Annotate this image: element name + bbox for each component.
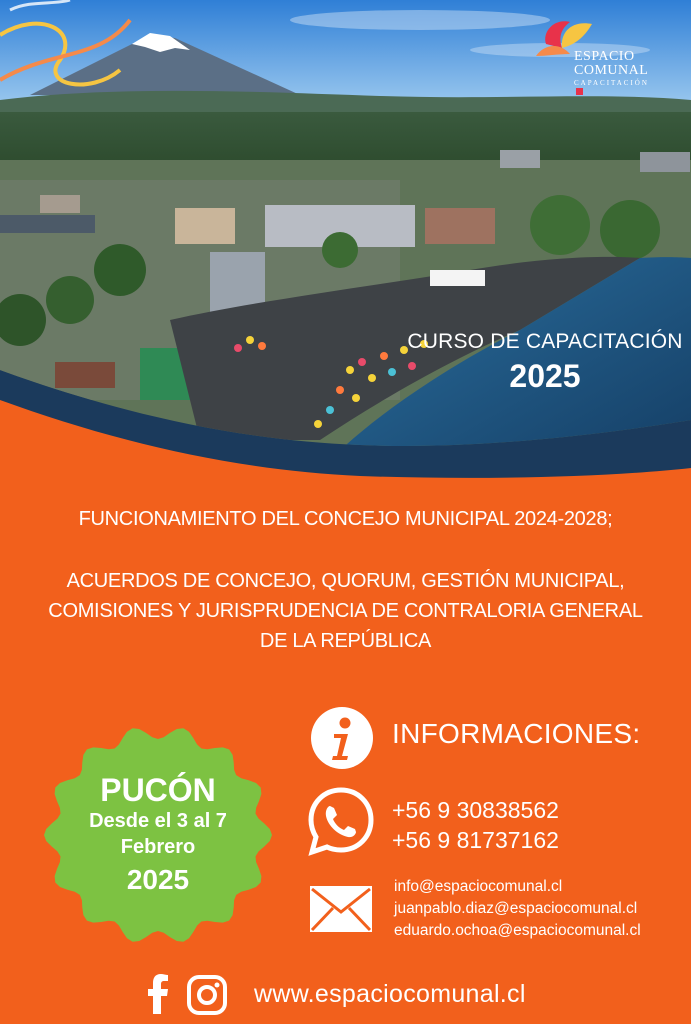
whatsapp-icon	[306, 786, 376, 856]
brand-wordmark	[574, 50, 649, 88]
email-list	[394, 876, 641, 942]
email-address[interactable]: eduardo.ochoa@espaciocomunal.cl	[394, 922, 641, 939]
headline-sub-line: DE LA REPÚBLICA	[259, 630, 432, 652]
brand-logo	[532, 14, 662, 104]
course-title: CURSO DE CAPACITACIÓN	[407, 330, 683, 353]
event-dates: Desde el 3 al 7	[89, 810, 227, 832]
headline-sub-line: COMISIONES Y JURISPRUDENCIA DE CONTRALORIA GENERAL	[48, 600, 643, 622]
email-address[interactable]: info@espaciocomunal.cl	[394, 878, 563, 895]
headline-main: FUNCIONAMIENTO DEL CONCEJO MUNICIPAL 2024-2028;	[78, 508, 613, 530]
phone-number[interactable]: +56 9 81737162	[392, 827, 559, 853]
course-heading	[400, 330, 690, 395]
brand-line-1: ESPACIO	[574, 49, 635, 64]
email-address[interactable]: juanpablo.diaz@espaciocomunal.cl	[394, 900, 638, 917]
event-month: Febrero	[120, 836, 196, 858]
website-link[interactable]: www.espaciocomunal.cl	[254, 980, 526, 1008]
facebook-icon[interactable]	[144, 974, 172, 1014]
event-city: PUCÓN	[100, 772, 216, 808]
phone-list	[392, 795, 559, 855]
event-year: 2025	[126, 864, 190, 895]
mail-icon	[308, 884, 374, 934]
headline-sub	[20, 566, 671, 656]
instagram-icon[interactable]	[186, 974, 228, 1016]
phone-number[interactable]: +56 9 30838562	[392, 797, 559, 823]
event-badge	[38, 720, 278, 950]
course-year: 2025	[509, 358, 581, 394]
info-title: INFORMACIONES:	[392, 718, 641, 749]
brand-line-2: COMUNAL	[574, 63, 649, 78]
brand-line-3: CAPACITACIÓN	[574, 79, 649, 87]
headline-sub-line: ACUERDOS DE CONCEJO, QUORUM, GESTIÓN MUNICIPAL,	[66, 570, 625, 592]
info-icon	[310, 706, 374, 770]
